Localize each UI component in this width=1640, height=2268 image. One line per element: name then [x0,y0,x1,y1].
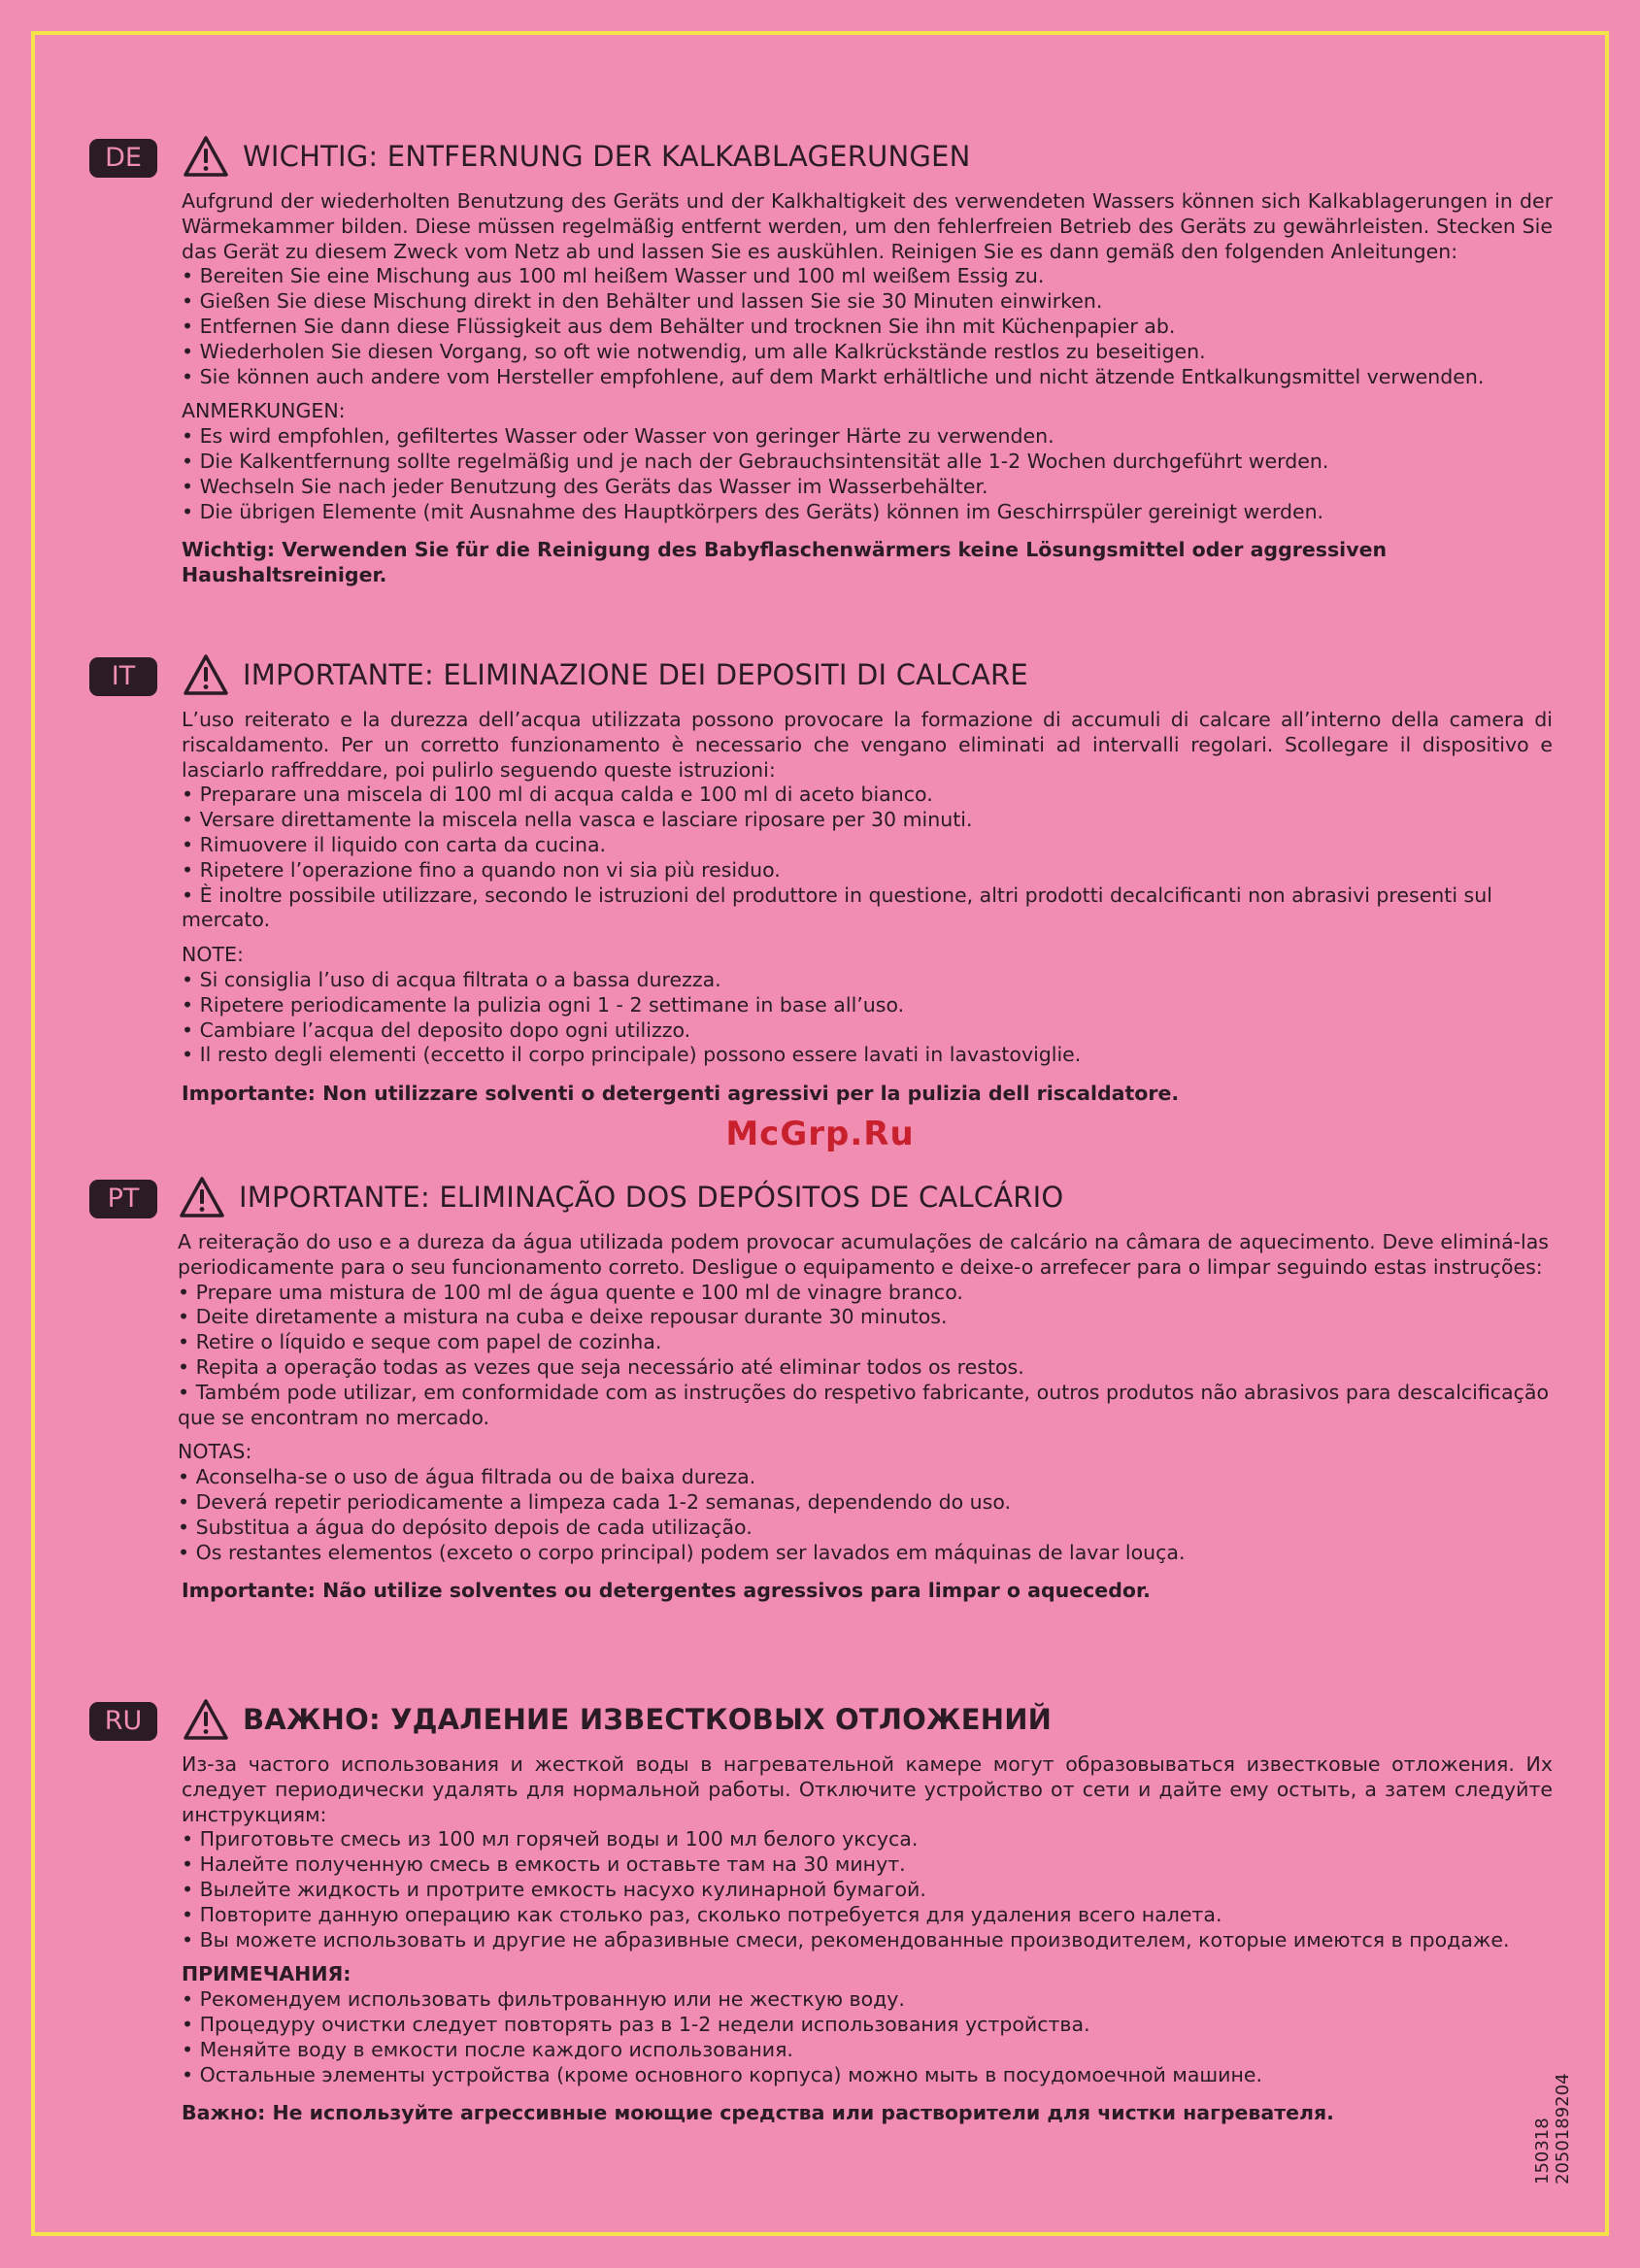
warning-icon [183,1698,229,1741]
list-item: • Repita a operação todas as vezes que seja necessário até eliminar todos os restos. [178,1355,1549,1381]
list-item: • Sie können auch andere vom Hersteller empfohlene, auf dem Markt erhältliche und nicht ätzende Entkalkungsmittel verwenden. [182,365,1553,390]
notes-list [178,1465,1549,1565]
list-item: • È inoltre possibile utilizzare, secondo le istruzioni del produttore in questione, altri prodotti decalcificanti non abrasivi presenti sul mercato. [182,884,1553,934]
notes-list [182,1987,1553,2087]
list-item: • Процедуру очистки следует повторять раз в 1-2 недели использования устройства. [182,2013,1553,2038]
steps-list [178,1281,1549,1431]
notes-title: NOTE: [182,943,244,967]
list-item: • Ripetere periodicamente la pulizia ogni 1 - 2 settimane in base all’uso. [182,993,1553,1018]
important-note: Важно: Не используйте агрессивные моющие средства или растворители для чистки нагревателя. [182,2101,1334,2125]
notes-list [182,424,1553,524]
steps-list [182,783,1553,933]
notes-list [182,968,1553,1068]
section-heading [183,653,1028,696]
section-title: WICHTIG: ENTFERNUNG DER KALKABLAGERUNGEN [243,140,971,173]
list-item: • Aconselha-se o uso de água filtrada ou de baixa dureza. [178,1465,1549,1490]
important-note: Importante: Non utilizzare solventi o detergenti agressivi per la pulizia dell riscaldatore. [182,1082,1180,1106]
notes-title: NOTAS: [178,1440,252,1464]
language-badge: IT [89,657,157,696]
section-body [182,189,1553,588]
list-item: • Es wird empfohlen, gefiltertes Wasser oder Wasser von geringer Härte zu verwenden. [182,424,1553,450]
notes-title: ANMERKUNGEN: [182,399,346,423]
list-item: • Cambiare l’acqua del deposito dopo ogni utilizzo. [182,1018,1553,1044]
intro-text: L’uso reiterato e la durezza dell’acqua utilizzata possono provocare la formazione di accumuli di calcare all’interno della camera di riscaldamento. Per un corretto funzionamento è necessario che vengano eliminati ad intervalli regolari. Scollegare il dispositivo e lasciarlo raffreddare, poi pulirlo seguendo queste istruzioni: [182,708,1553,782]
section-title: IMPORTANTE: ELIMINAÇÃO DOS DEPÓSITOS DE CALCÁRIO [239,1181,1064,1214]
print-code: 150318 [1532,2118,1553,2185]
list-item: • Entfernen Sie dann diese Flüssigkeit aus dem Behälter und trocknen Sie ihn mit Küchenpapier ab. [182,315,1553,340]
warning-icon [179,1176,225,1218]
section-body [178,1230,1549,1604]
list-item: • Versare direttamente la miscela nella vasca e lasciare riposare per 30 minuti. [182,808,1553,833]
language-badge: RU [89,1702,157,1741]
list-item: • Il resto degli elementi (eccetto il corpo principale) possono essere lavati in lavastoviglie. [182,1043,1553,1068]
steps-list [182,1827,1553,1952]
list-item: • Меняйте воду в емкости после каждого использования. [182,2038,1553,2063]
list-item: • Wechseln Sie nach jeder Benutzung des Geräts das Wasser im Wasserbehälter. [182,475,1553,500]
list-item: • Налейте полученную смесь в емкость и оставьте там на 30 минут. [182,1852,1553,1878]
language-badge: PT [89,1180,157,1218]
list-item: • Die Kalkentfernung sollte regelmäßig und je nach der Gebrauchsintensität alle 1-2 Wochen durchgeführt werden. [182,450,1553,475]
print-code: 2050189204 [1553,2073,1573,2185]
steps-list [182,264,1553,389]
print-codes [1532,2073,1573,2185]
list-item: • Si consiglia l’uso di acqua filtrata o a bassa durezza. [182,968,1553,993]
list-item: • Bereiten Sie eine Mischung aus 100 ml heißem Wasser und 100 ml weißem Essig zu. [182,264,1553,289]
section-heading [179,1176,1063,1218]
important-note: Wichtig: Verwenden Sie für die Reinigung des Babyflaschenwärmers keine Lösungsmittel oder aggressiven Haushaltsreiniger. [182,538,1388,587]
section-heading [183,135,970,178]
notes-title: ПРИМЕЧАНИЯ: [182,1962,351,1986]
list-item: • Gießen Sie diese Mischung direkt in den Behälter und lassen Sie sie 30 Minuten einwirken. [182,289,1553,315]
list-item: • Ripetere l’operazione fino a quando non vi sia più residuo. [182,858,1553,884]
list-item: • Повторите данную операцию как столько раз, сколько потребуется для удаления всего налета. [182,1903,1553,1928]
list-item: • Wiederholen Sie diesen Vorgang, so oft wie notwendig, um alle Kalkrückstände restlos zu beseitigen. [182,340,1553,365]
list-item: • Os restantes elementos (exceto o corpo principal) podem ser lavados em máquinas de lavar louça. [178,1541,1549,1566]
list-item: • Рекомендуем использовать фильтрованную или не жесткую воду. [182,1987,1553,2013]
section-body [182,1752,1553,2126]
list-item: • Prepare uma mistura de 100 ml de água quente e 100 ml de vinagre branco. [178,1281,1549,1306]
list-item: • Остальные элементы устройства (кроме основного корпуса) можно мыть в посудомоечной машине. [182,2063,1553,2088]
list-item: • Приготовьте смесь из 100 мл горячей воды и 100 мл белого уксуса. [182,1827,1553,1852]
list-item: • Retire o líquido e seque com papel de cozinha. [178,1330,1549,1355]
list-item: • Вылейте жидкость и протрите емкость насухо кулинарной бумагой. [182,1878,1553,1903]
list-item: • Preparare una miscela di 100 ml di acqua calda e 100 ml di aceto bianco. [182,783,1553,808]
warning-icon [183,135,229,178]
warning-icon [183,653,229,696]
intro-text: Aufgrund der wiederholten Benutzung des Geräts und der Kalkhaltigkeit des verwendeten Wassers können sich Kalkablagerungen in der Wärmekammer bilden. Diese müssen regelmäßig entfernt werden, um den fehlerfreien Betrieb des Geräts zu gewährleisten. Stecken Sie das Gerät zu diesem Zweck vom Netz ab und lassen Sie es auskühlen. Reinigen Sie es dann gemäß den folgenden Anleitungen: [182,189,1553,263]
section-body [182,708,1553,1107]
list-item: • Rimuovere il liquido con carta da cucina. [182,833,1553,858]
list-item: • Die übrigen Elemente (mit Ausnahme des Hauptkörpers des Geräts) können im Geschirrspüler gereinigt werden. [182,500,1553,525]
important-note: Importante: Não utilize solventes ou detergentes agressivos para limpar o aquecedor. [182,1579,1151,1603]
list-item: • Substitua a água do depósito depois de cada utilização. [178,1516,1549,1541]
list-item: • Вы можете использовать и другие не абразивные смеси, рекомендованные производителем, которые имеются в продаже. [182,1928,1553,1953]
section-heading [183,1698,1052,1741]
intro-text: Из-за частого использования и жесткой воды в нагревательной камере могут образовываться известковые отложения. Их следует периодически удалять для нормальной работы. Отключите устройство от сети и дайте ему остыть, а затем следуйте инструкциям: [182,1752,1553,1826]
section-title: IMPORTANTE: ELIMINAZIONE DEI DEPOSITI DI CALCARE [243,658,1028,691]
list-item: • Deite diretamente a mistura na cuba e deixe repousar durante 30 minutos. [178,1305,1549,1330]
list-item: • Deverá repetir periodicamente a limpeza cada 1-2 semanas, dependendo do uso. [178,1490,1549,1516]
section-title: ВАЖНО: УДАЛЕНИЕ ИЗВЕСТКОВЫХ ОТЛОЖЕНИЙ [243,1703,1053,1736]
watermark-text: McGrp.Ru [725,1115,915,1153]
language-badge: DE [89,139,157,178]
list-item: • Também pode utilizar, em conformidade com as instruções do respetivo fabricante, outros produtos não abrasivos para descalcificação que se encontram no mercado. [178,1381,1549,1431]
intro-text: A reiteração do uso e a dureza da água utilizada podem provocar acumulações de calcário na câmara de aquecimento. Deve eliminá-las periodicamente para o seu funcionamento correto. Desligue o equipamento e deixe-o arrefecer para o limpar seguindo estas instruções: [178,1230,1549,1279]
